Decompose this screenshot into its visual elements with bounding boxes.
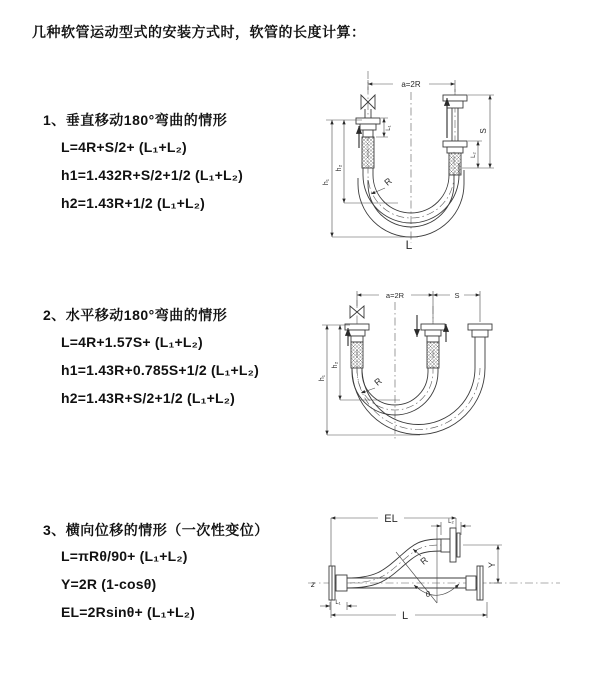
section-1-formula-h1: h1=1.432R+S/2+1/2 (L₁+L₂) [61, 167, 243, 183]
svg-text:h₂: h₂ [336, 164, 343, 172]
diagram-vertical-180-bend [312, 66, 598, 266]
section-2-formula-h1: h1=1.43R+0.785S+1/2 (L₁+L₂) [61, 362, 259, 378]
section-3-formula-L: L=πRθ/90+ (L₁+L₂) [61, 548, 188, 564]
svg-text:R: R [418, 554, 430, 567]
svg-text:R: R [372, 375, 384, 388]
dimension-L [331, 600, 487, 622]
section-1-heading: 1、垂直移动180°弯曲的情形 [43, 112, 228, 128]
svg-text:S: S [479, 128, 488, 134]
hose-u-bend-displaced [352, 368, 485, 435]
svg-text:S: S [454, 291, 460, 300]
left-flange-assembly [329, 566, 347, 600]
section-3-formula-Y: Y=2R (1-cosθ) [61, 576, 157, 592]
dimension-L1 [320, 600, 357, 610]
svg-text:h₁: h₁ [323, 178, 330, 186]
section-1-formula-h2: h2=1.43R+1/2 (L₁+L₂) [61, 195, 206, 211]
section-2-heading: 2、水平移动180°弯曲的情形 [43, 307, 228, 323]
centerline-mark: z [311, 580, 315, 589]
right-pipe-assembly [468, 324, 492, 368]
section-3-heading: 3、横向位移的情形（一次性变位） [43, 522, 269, 538]
svg-text:a=2R: a=2R [385, 291, 405, 300]
dimension-S [433, 291, 480, 300]
svg-text:L₁: L₁ [335, 600, 341, 606]
upper-fitting [441, 539, 450, 552]
section-2-formula-L: L=4R+1.57S+ (L₁+L₂) [61, 334, 203, 350]
page-title: 几种软管运动型式的安装方式时，软管的长度计算： [32, 24, 366, 40]
dimension-L2 [471, 141, 478, 168]
svg-text:θ: θ [425, 590, 431, 599]
diagram-lateral-displacement [300, 505, 598, 645]
svg-text:EL: EL [384, 513, 398, 525]
svg-text:h₂: h₂ [332, 361, 339, 369]
length-L-label: L [405, 238, 413, 252]
section-3-formula-EL: EL=2Rsinθ+ (L₁+L₂) [61, 604, 196, 620]
hose-s-curve [347, 539, 450, 588]
svg-text:L: L [401, 610, 409, 622]
upper-flange-assembly [450, 528, 460, 562]
diagram-horizontal-180-bend [312, 282, 598, 462]
dimension-a-2R [368, 80, 455, 92]
svg-text:L₂: L₂ [448, 519, 454, 525]
svg-text:L₂: L₂ [471, 152, 477, 158]
right-flange-assembly [477, 566, 483, 600]
svg-text:L₁: L₁ [386, 125, 392, 131]
svg-text:R: R [382, 175, 394, 188]
section-2-formula-h2: h2=1.43R+S/2+1/2 (L₁+L₂) [61, 390, 236, 406]
dimension-a-2R [357, 291, 480, 322]
svg-text:Y: Y [487, 561, 497, 569]
svg-text:a=2R: a=2R [401, 80, 421, 89]
section-1-formula-L: L=4R+S/2+ (L₁+L₂) [61, 139, 187, 155]
svg-text:h₁: h₁ [319, 374, 326, 382]
dimension-h1 [319, 325, 420, 435]
